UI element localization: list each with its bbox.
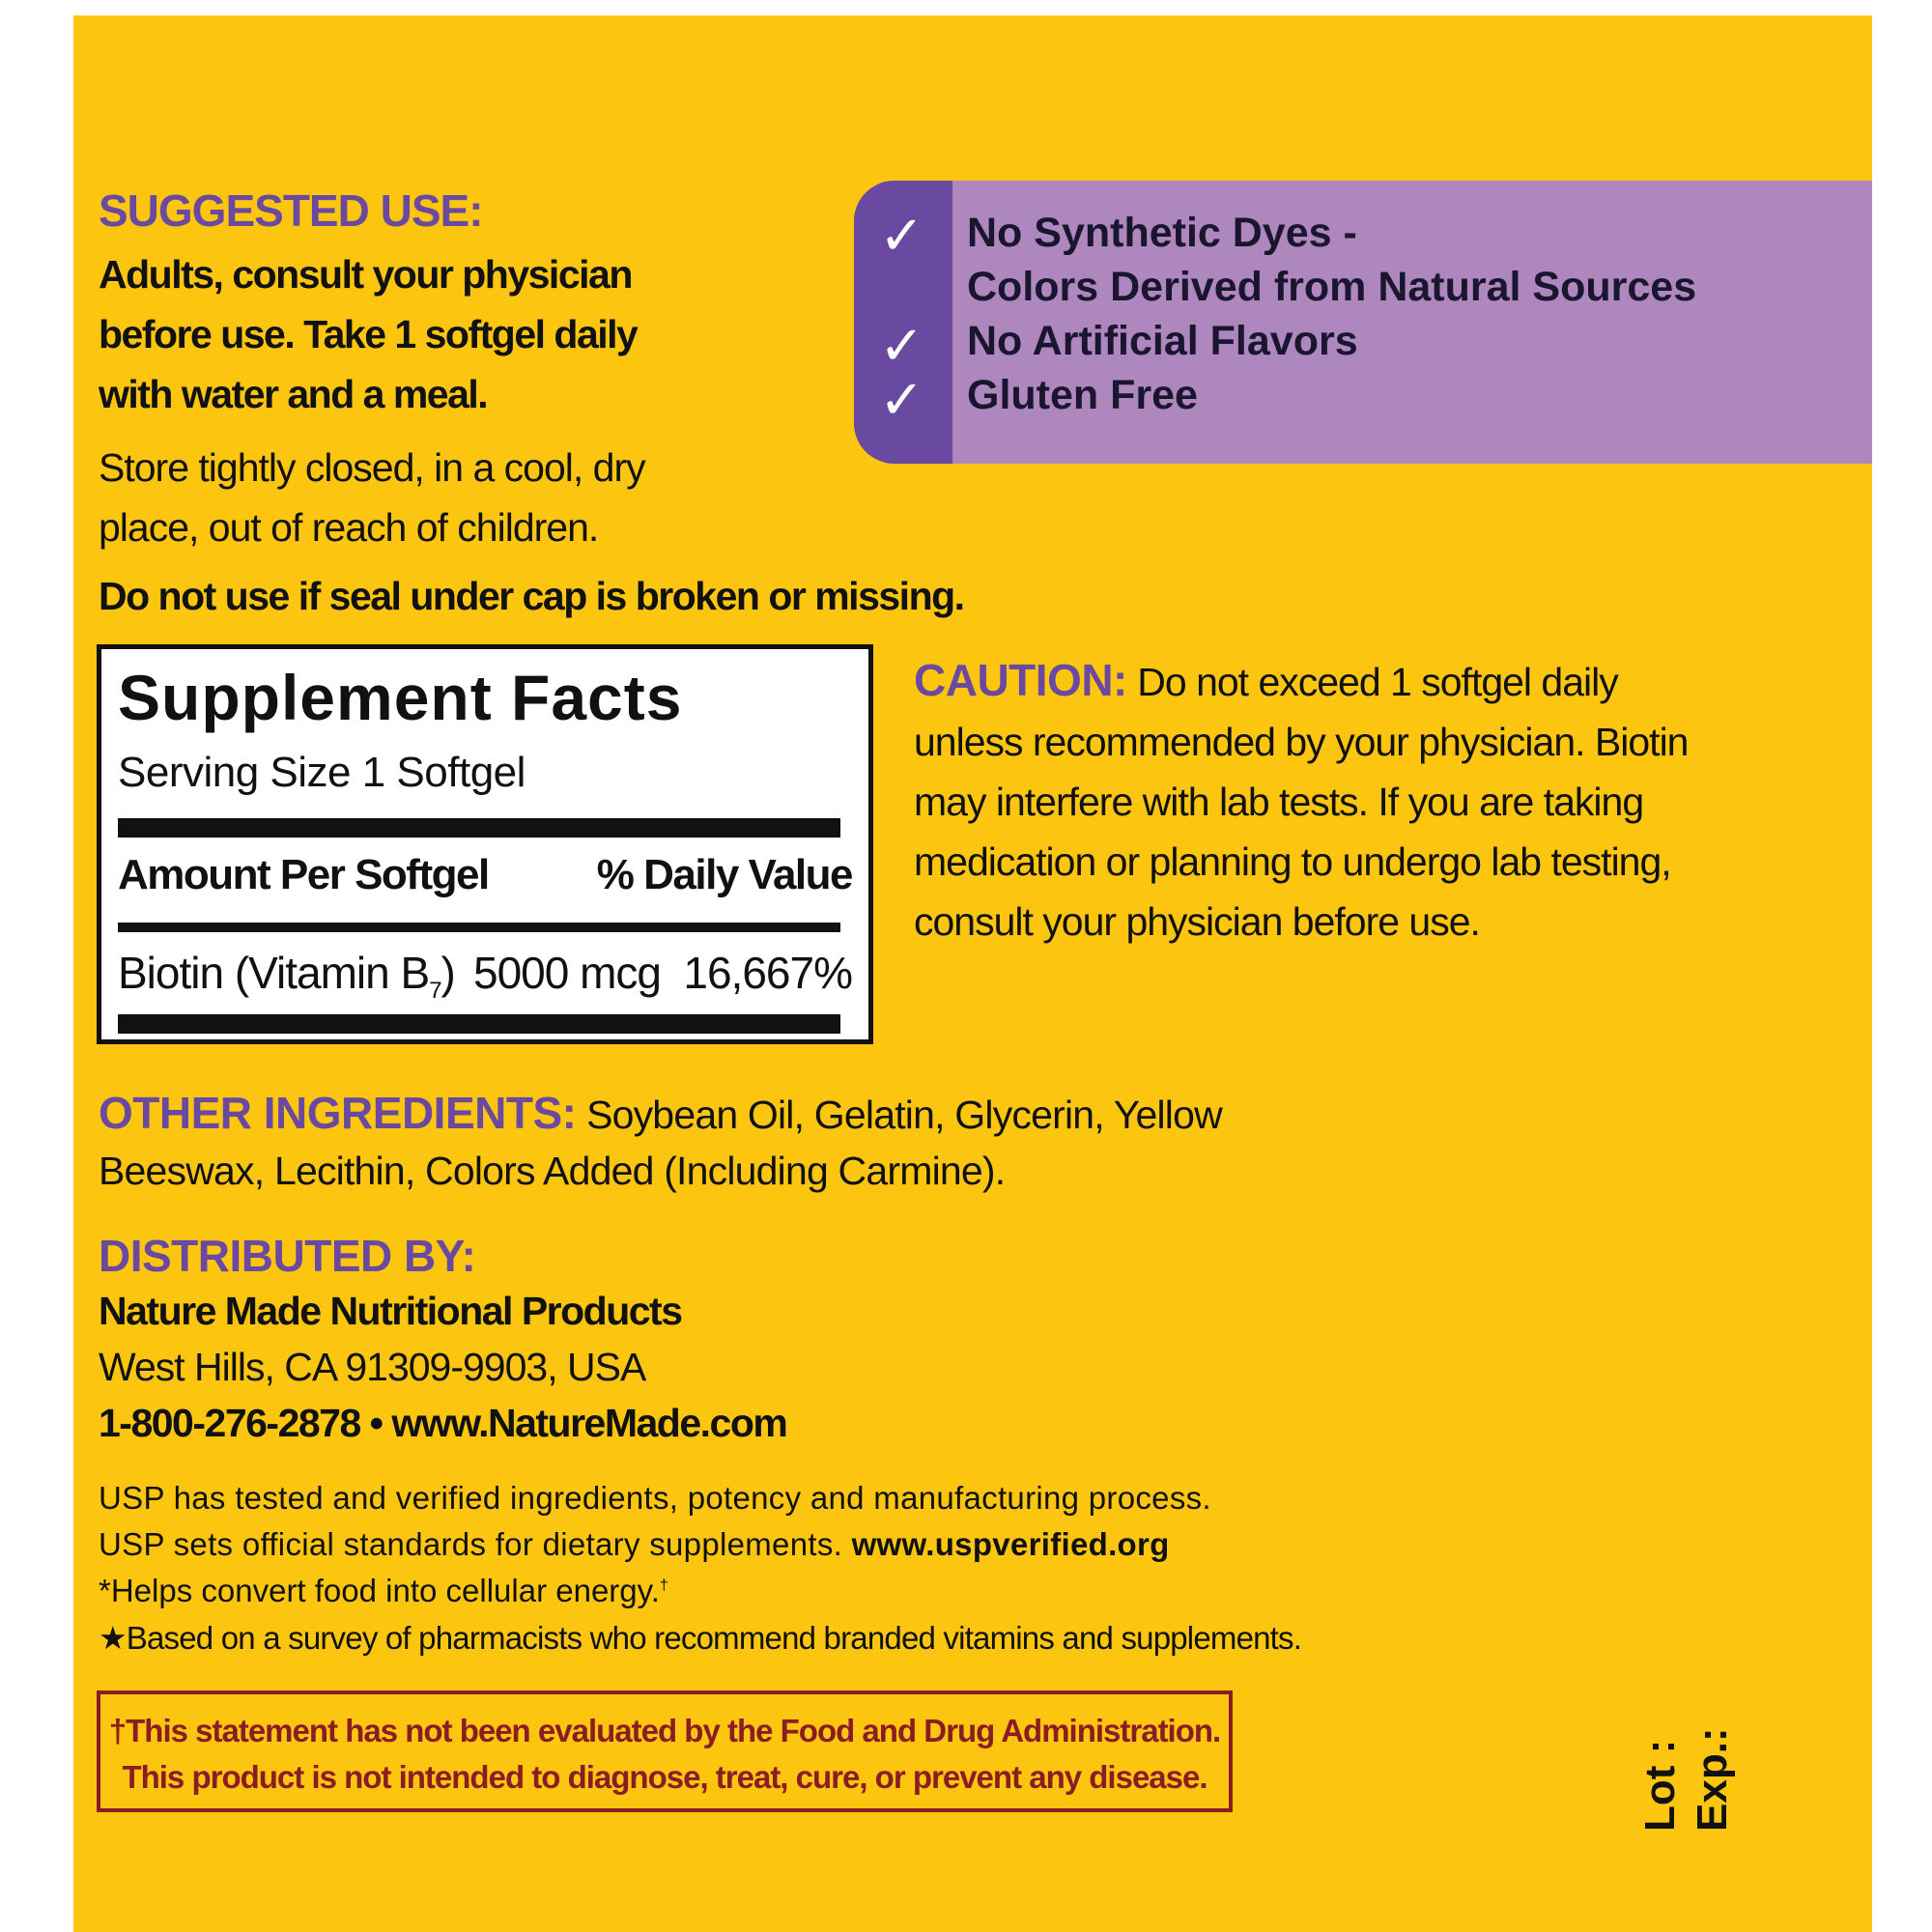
supplement-facts-panel (97, 644, 873, 1044)
fda-disclaimer-line1: †This statement has not been evaluated by the Food and Drug Administration. (108, 1713, 1221, 1748)
distributor-contact: 1-800-276-2878 • www.NatureMade.com (99, 1401, 787, 1445)
distributor-address: West Hills, CA 91309-9903, USA (99, 1345, 646, 1389)
claim-no-artificial-flavors: No Artificial Flavors (967, 318, 1358, 364)
distributor-company: Nature Made Nutritional Products (99, 1289, 682, 1333)
dagger-mark: † (659, 1577, 668, 1594)
other-ingredients-text: Soybean Oil, Gelatin, Glycerin, Yellow Beeswax, Lecithin, Colors Added (Including Carmine). (99, 1093, 1222, 1193)
pharmacist-survey-footnote: ★Based on a survey of pharmacists who recommend branded vitamins and supplements. (99, 1620, 1302, 1656)
serving-size: Serving Size 1 Softgel (118, 749, 526, 796)
caution-block (914, 650, 1716, 952)
daily-value-header: % Daily Value (596, 851, 852, 898)
caution-text: Do not exceed 1 softgel daily unless recommended by your physician. Biotin may interfere with lab tests. If you are taking medication or planning to undergo lab testing, consult your physician before use. (914, 660, 1689, 944)
energy-footnote (99, 1573, 668, 1609)
amount-per-serving-header: Amount Per Softgel (118, 851, 489, 898)
seal-warning: Do not use if seal under cap is broken or missing. (99, 574, 964, 618)
claim-gluten-free: Gluten Free (967, 372, 1198, 418)
thick-rule (118, 1014, 840, 1034)
storage-instructions: Store tightly closed, in a cool, dry place, out of reach of children. (99, 445, 645, 550)
nutrient-daily-value: 16,667% (683, 948, 852, 998)
usp-statement-line2 (99, 1526, 1170, 1563)
suggested-use-instructions: Adults, consult your physician before use. Take 1 softgel daily with water and a meal. (99, 252, 638, 416)
usp-statement-line1: USP has tested and verified ingredients, potency and manufacturing process. (99, 1480, 1211, 1516)
exp-label: Exp.: (1689, 1727, 1736, 1832)
claims-panel (854, 181, 1872, 464)
caution-heading: CAUTION: (914, 655, 1127, 705)
distributed-by-heading: DISTRIBUTED BY: (99, 1231, 476, 1281)
fda-disclaimer-line2: This product is not intended to diagnose, treat, cure, or prevent any disease. (122, 1759, 1208, 1795)
product-label (73, 15, 1872, 1932)
suggested-use-heading: SUGGESTED USE: (99, 185, 483, 236)
nutrient-subscript: 7 (429, 978, 441, 1005)
check-icon: ✓ (879, 369, 924, 432)
energy-footnote-text: *Helps convert food into cellular energy. (99, 1573, 660, 1608)
nutrient-name (118, 947, 455, 1005)
lot-exp-area (1634, 1727, 1739, 1832)
claim-no-synthetic-dyes: No Synthetic Dyes - (967, 210, 1357, 256)
thick-rule (118, 818, 840, 838)
usp-statement-text: USP sets official standards for dietary supplements. (99, 1526, 843, 1562)
lot-label: Lot : (1636, 1739, 1684, 1832)
check-icon: ✓ (879, 205, 924, 268)
usp-url: www.uspverified.org (851, 1526, 1170, 1562)
other-ingredients-block (99, 1085, 1277, 1199)
nutrient-label: Biotin (Vitamin B (118, 948, 430, 998)
fda-disclaimer-box (97, 1690, 1233, 1812)
nutrient-close: ) (440, 948, 455, 998)
other-ingredients-heading: OTHER INGREDIENTS: (99, 1088, 577, 1138)
medium-rule (118, 923, 840, 932)
supplement-facts-title: Supplement Facts (118, 662, 683, 733)
claim-natural-colors: Colors Derived from Natural Sources (967, 264, 1697, 310)
check-icon: ✓ (879, 315, 924, 378)
nutrient-amount: 5000 mcg (473, 948, 662, 998)
